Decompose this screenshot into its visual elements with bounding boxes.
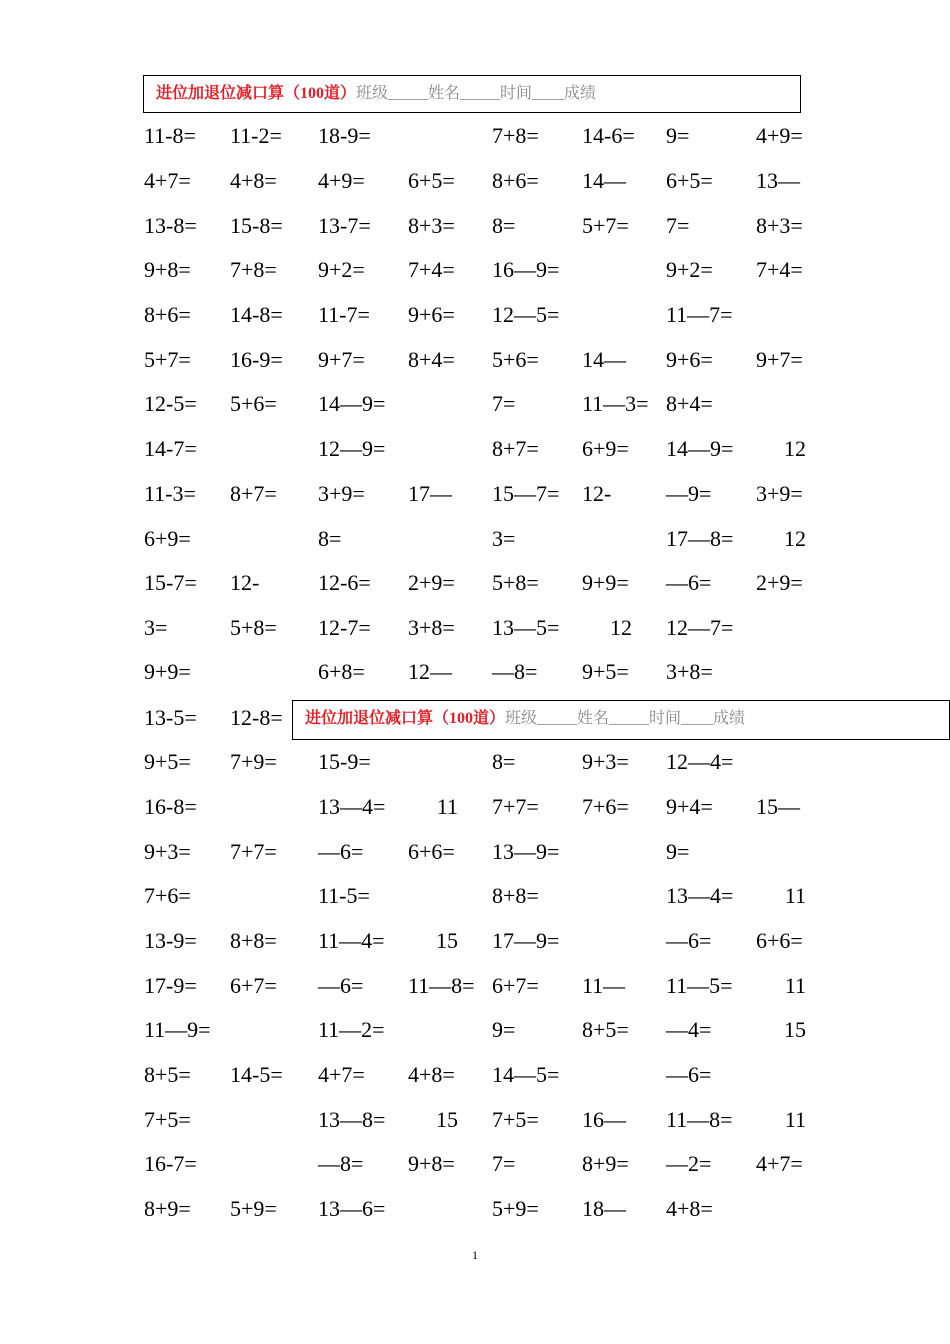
arithmetic-problem: 5+9=: [230, 1196, 277, 1221]
arithmetic-problem: 12—5=: [492, 302, 560, 327]
arithmetic-problem: 11—4=: [318, 928, 385, 953]
arithmetic-problem: 4+8=: [408, 1062, 455, 1087]
arithmetic-problem: 6+7=: [230, 973, 277, 998]
arithmetic-problem: 12: [784, 526, 806, 551]
arithmetic-problem: 9+2=: [666, 257, 713, 282]
arithmetic-problem: 4+9=: [318, 168, 365, 193]
arithmetic-problem: 13-9=: [144, 928, 197, 953]
arithmetic-problem: 5+8=: [492, 570, 539, 595]
arithmetic-problem: 6+9=: [144, 526, 191, 551]
arithmetic-problem: 7=: [666, 213, 690, 238]
arithmetic-problem: 14-6=: [582, 123, 635, 148]
arithmetic-problem: 14-8=: [230, 302, 283, 327]
arithmetic-problem: 8+8=: [492, 883, 539, 908]
arithmetic-problem: 16—: [582, 1107, 626, 1132]
arithmetic-problem: 15-7=: [144, 570, 197, 595]
arithmetic-problem: 8=: [318, 526, 342, 551]
arithmetic-problem: 12—9=: [318, 436, 386, 461]
arithmetic-problem: 7+6=: [144, 883, 191, 908]
arithmetic-problem: 8+7=: [230, 481, 277, 506]
arithmetic-problem: 9=: [492, 1017, 516, 1042]
arithmetic-problem: 12: [610, 615, 632, 640]
arithmetic-problem: 4+7=: [318, 1062, 365, 1087]
arithmetic-problem: 18—: [582, 1196, 626, 1221]
arithmetic-problem: 4+7=: [756, 1151, 803, 1176]
arithmetic-problem: 4+8=: [230, 168, 277, 193]
arithmetic-problem: 9=: [666, 123, 690, 148]
arithmetic-problem: 4+8=: [666, 1196, 713, 1221]
arithmetic-problem: 12—: [408, 659, 452, 684]
arithmetic-problem: 6+8=: [318, 659, 365, 684]
arithmetic-problem: 6+5=: [666, 168, 713, 193]
arithmetic-problem: 15-9=: [318, 749, 371, 774]
arithmetic-problem: 14—: [582, 347, 626, 372]
arithmetic-problem: 13-5=: [144, 705, 197, 730]
arithmetic-problem: 6+6=: [408, 839, 455, 864]
arithmetic-problem: —6=: [318, 839, 364, 864]
arithmetic-problem: 15—: [756, 794, 800, 819]
arithmetic-problem: 6+9=: [582, 436, 629, 461]
arithmetic-problem: 8=: [492, 213, 516, 238]
arithmetic-problem: 5+8=: [230, 615, 277, 640]
arithmetic-problem: 4+7=: [144, 168, 191, 193]
arithmetic-problem: 9+8=: [408, 1151, 455, 1176]
arithmetic-problem: 12-7=: [318, 615, 371, 640]
worksheet-header-overlay: [292, 700, 950, 740]
arithmetic-problem: 17—8=: [666, 526, 734, 551]
arithmetic-problem: 11—: [582, 973, 626, 998]
arithmetic-problem: 9+3=: [582, 749, 629, 774]
arithmetic-problem: 6+6=: [756, 928, 803, 953]
arithmetic-problem: 11-5=: [318, 883, 370, 908]
worksheet-header-top: [143, 75, 801, 113]
arithmetic-problem: 9+9=: [144, 659, 191, 684]
arithmetic-problem: 14-5=: [230, 1062, 283, 1087]
arithmetic-problem: —8=: [318, 1151, 364, 1176]
arithmetic-problem: 8+5=: [582, 1017, 629, 1042]
arithmetic-problem: 8+9=: [144, 1196, 191, 1221]
arithmetic-problem: 16-9=: [230, 347, 283, 372]
arithmetic-problem: —2=: [666, 1151, 712, 1176]
arithmetic-problem: 15: [784, 1017, 806, 1042]
arithmetic-problem: 12: [784, 436, 806, 461]
arithmetic-problem: 11: [436, 794, 458, 819]
arithmetic-problem: 8+4=: [408, 347, 455, 372]
arithmetic-problem: 9+9=: [582, 570, 629, 595]
arithmetic-problem: 4+9=: [756, 123, 803, 148]
arithmetic-problem: —6=: [666, 570, 712, 595]
arithmetic-problem: 9=: [666, 839, 690, 864]
arithmetic-problem: 3+9=: [756, 481, 803, 506]
arithmetic-problem: 8+6=: [144, 302, 191, 327]
arithmetic-problem: 12-: [230, 570, 260, 595]
page-number: 1: [472, 1248, 478, 1262]
arithmetic-problem: 17—: [408, 481, 452, 506]
arithmetic-problem: 13—5=: [492, 615, 560, 640]
header-student-info: 班级_____姓名_____时间____成绩: [356, 85, 597, 102]
arithmetic-problem: 13—4=: [666, 883, 734, 908]
arithmetic-problem: 15: [436, 1107, 458, 1132]
arithmetic-problem: 15—7=: [492, 481, 560, 506]
arithmetic-problem: 12—4=: [666, 749, 734, 774]
arithmetic-problem: 13—8=: [318, 1107, 386, 1132]
arithmetic-problem: 11-8=: [144, 123, 196, 148]
arithmetic-problem: 7=: [492, 1151, 516, 1176]
arithmetic-problem: 12-: [582, 481, 612, 506]
arithmetic-problem: 8+6=: [492, 168, 539, 193]
arithmetic-problem: 11: [784, 973, 806, 998]
arithmetic-problem: 7+5=: [144, 1107, 191, 1132]
arithmetic-problem: 7+6=: [582, 794, 629, 819]
arithmetic-problem: 13—4=: [318, 794, 386, 819]
arithmetic-problem: 2+9=: [408, 570, 455, 595]
arithmetic-problem: —6=: [318, 973, 364, 998]
arithmetic-problem: 5+7=: [144, 347, 191, 372]
arithmetic-problem: 13—6=: [318, 1196, 386, 1221]
arithmetic-problem: 7+9=: [230, 749, 277, 774]
arithmetic-problem: 18-9=: [318, 123, 371, 148]
arithmetic-problem: 11: [784, 883, 806, 908]
arithmetic-problem: 9+2=: [318, 257, 365, 282]
arithmetic-problem: 9+7=: [318, 347, 365, 372]
arithmetic-problem: 5+9=: [492, 1196, 539, 1221]
arithmetic-problem: 11—5=: [666, 973, 733, 998]
arithmetic-problem: 11: [784, 1107, 806, 1132]
arithmetic-problem: 16—9=: [492, 257, 560, 282]
arithmetic-problem: 13-8=: [144, 213, 197, 238]
arithmetic-problem: 14—: [582, 168, 626, 193]
arithmetic-problem: 14—5=: [492, 1062, 560, 1087]
arithmetic-problem: 15: [436, 928, 458, 953]
arithmetic-problem: 3=: [144, 615, 168, 640]
arithmetic-problem: 11—9=: [144, 1017, 211, 1042]
arithmetic-problem: —6=: [666, 928, 712, 953]
arithmetic-problem: 12-8=: [230, 705, 283, 730]
arithmetic-problem: 11—8=: [666, 1107, 733, 1132]
arithmetic-problem: 5+6=: [230, 391, 277, 416]
arithmetic-problem: —9=: [666, 481, 712, 506]
arithmetic-problem: 8=: [492, 749, 516, 774]
arithmetic-problem: 5+6=: [492, 347, 539, 372]
arithmetic-problem: 11-2=: [230, 123, 282, 148]
arithmetic-problem: 7+5=: [492, 1107, 539, 1132]
arithmetic-problem: 3+8=: [408, 615, 455, 640]
arithmetic-problem: 9+5=: [144, 749, 191, 774]
arithmetic-problem: 11-7=: [318, 302, 370, 327]
arithmetic-problem: 7+4=: [756, 257, 803, 282]
arithmetic-problem: 12-6=: [318, 570, 371, 595]
arithmetic-problem: 9+3=: [144, 839, 191, 864]
arithmetic-problem: 12-5=: [144, 391, 197, 416]
arithmetic-problem: 9+7=: [756, 347, 803, 372]
arithmetic-problem: 7+4=: [408, 257, 455, 282]
arithmetic-problem: 8+4=: [666, 391, 713, 416]
arithmetic-problem: 8+8=: [230, 928, 277, 953]
arithmetic-problem: 9+8=: [144, 257, 191, 282]
arithmetic-problem: 17-9=: [144, 973, 197, 998]
arithmetic-problem: 8+5=: [144, 1062, 191, 1087]
arithmetic-problem: 15-8=: [230, 213, 283, 238]
arithmetic-problem: 11—3=: [582, 391, 649, 416]
arithmetic-problem: 11—8=: [408, 973, 475, 998]
arithmetic-problem: 11—7=: [666, 302, 733, 327]
arithmetic-problem: 9+6=: [408, 302, 455, 327]
arithmetic-problem: 14—9=: [666, 436, 734, 461]
arithmetic-problem: 3+9=: [318, 481, 365, 506]
arithmetic-problem: 9+4=: [666, 794, 713, 819]
arithmetic-problem: 8+3=: [408, 213, 455, 238]
arithmetic-problem: 13—9=: [492, 839, 560, 864]
arithmetic-problem: —6=: [666, 1062, 712, 1087]
arithmetic-problem: —8=: [492, 659, 538, 684]
arithmetic-problem: 6+5=: [408, 168, 455, 193]
arithmetic-problem: 13—: [756, 168, 800, 193]
arithmetic-problem: 8+7=: [492, 436, 539, 461]
arithmetic-problem: 7+7=: [230, 839, 277, 864]
arithmetic-problem: 7+8=: [492, 123, 539, 148]
arithmetic-problem: 11-3=: [144, 481, 196, 506]
arithmetic-problem: 5+7=: [582, 213, 629, 238]
arithmetic-problem: 2+9=: [756, 570, 803, 595]
arithmetic-problem: 9+6=: [666, 347, 713, 372]
header-student-info: 班级_____姓名_____时间____成绩: [505, 710, 746, 727]
arithmetic-problem: 11—2=: [318, 1017, 385, 1042]
arithmetic-problem: 14-7=: [144, 436, 197, 461]
arithmetic-problem: 8+9=: [582, 1151, 629, 1176]
arithmetic-problem: 7+7=: [492, 794, 539, 819]
arithmetic-problem: 8+3=: [756, 213, 803, 238]
arithmetic-problem: 3=: [492, 526, 516, 551]
arithmetic-problem: 3+8=: [666, 659, 713, 684]
arithmetic-problem: 12—7=: [666, 615, 734, 640]
arithmetic-problem: —4=: [666, 1017, 712, 1042]
arithmetic-problem: 13-7=: [318, 213, 371, 238]
arithmetic-problem: 7+8=: [230, 257, 277, 282]
arithmetic-problem: 17—9=: [492, 928, 560, 953]
arithmetic-problem: 14—9=: [318, 391, 386, 416]
arithmetic-problem: 9+5=: [582, 659, 629, 684]
arithmetic-problem: 6+7=: [492, 973, 539, 998]
arithmetic-problem: 16-7=: [144, 1151, 197, 1176]
header-title: 进位加退位减口算（100道）: [305, 710, 506, 727]
arithmetic-problem: 7=: [492, 391, 516, 416]
arithmetic-problem: 16-8=: [144, 794, 197, 819]
header-title: 进位加退位减口算（100道）: [156, 85, 357, 102]
